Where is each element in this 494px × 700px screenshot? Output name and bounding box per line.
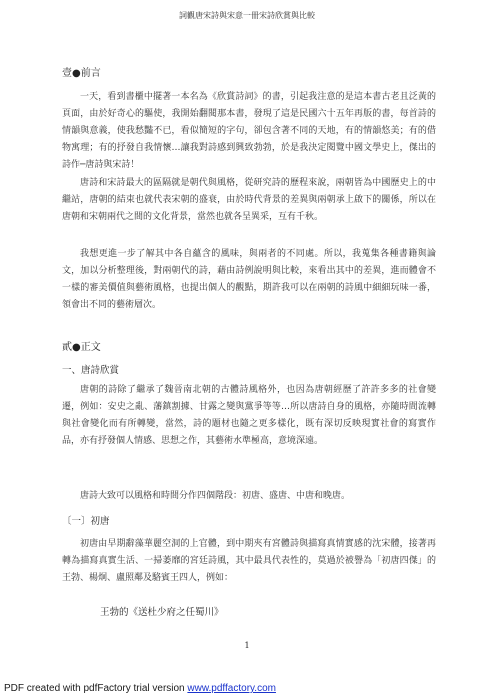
subsection-title-early-tang: 〔一〕初唐 xyxy=(62,516,110,527)
paragraph-preface-2: 唐詩和宋詩最大的區隔就是朝代與風格，從研究詩的歷程來說，兩朝皆為中國歷史上的中繼站，唐朝的結束也就代表宋朝的盛衰，由於時代背景的差異與兩朝承上啟下的關係，所以在唐朝和宋朝兩代之間的文化背景，當然也就各呈異采，互有千秋。 xyxy=(62,178,436,222)
paragraph-tang-2: 唐詩大致可以風格和時間分作四個階段：初唐、盛唐、中唐和晚唐。 xyxy=(80,491,351,501)
pdf-footer xyxy=(4,683,276,694)
poem-reference: 王勃的《送杜少府之任蜀川》 xyxy=(100,607,224,618)
page-number: 1 xyxy=(244,641,250,650)
paragraph-preface-3: 我想更進一步了解其中各自蘊含的風味，與兩者的不同處。所以，我蒐集各種書籍與論文，加以分析整理後，對兩朝代的詩，藉由詩例說明與比較，來看出其中的差異，進而體會不一樣的審美價值與藝術風格，也提出個人的觀點，期許我可以在兩朝的詩風中細細玩味一番，領會出不同的藝術層次。 xyxy=(62,249,436,310)
footer-link[interactable]: www.pdffactory.com xyxy=(187,683,276,694)
section-title-preface: 壹●前言 xyxy=(62,68,101,79)
section-title-body: 貳●正文 xyxy=(62,342,101,353)
running-header: 詞觀唐宋詩與宋意一冊宋詩欣賞與比較 xyxy=(179,11,315,20)
paragraph-tang-1: 唐朝的詩除了繼承了魏晉南北朝的古體詩風格外，也因為唐朝經歷了許許多多的社會變遷，例如：安史之亂、藩鎮割據、甘露之變與黨爭等等…所以唐詩自身的風格，亦隨時間流轉與社會變化而有所轉變，當然，詩的題材也隨之更多樣化，既有深切反映現實社會的寫實作品，亦有抒發個人情感、思想之作，其藝術水準極高，意境深遠。 xyxy=(62,385,436,446)
subsection-title-tang: 一、唐詩欣賞 xyxy=(62,365,120,376)
paragraph-preface-1: 一天，看到書櫃中擺著一本名為《欣賞詩詞》的書，引起我注意的是這本書古老且泛黃的頁面，由於好奇心的驅使，我開始翻閱那本書，發現了這是民國六十五年再版的書，每首詩的情韻與意義，使我愁豔不已，看似簡短的字句，卻包含著不同的天地，有的情韻悠美；有的借物寓理；有的抒發自我情懷…讓我對詩感到興致勃勃，於是我決定閱覽中國文學史上，傑出的詩作─唐詩與宋詩！ xyxy=(62,92,436,170)
footer-text: PDF created with pdfFactory trial version xyxy=(4,683,188,694)
paragraph-early-tang: 初唐由早期辭藻華麗空洞的上官體，到中期夾有宮體詩與描寫真情實感的沈宋體，接著再轉為描寫真實生活、一掃萎靡的宮廷詩風，其中最具代表性的，莫過於被譽為「初唐四傑」的王勃、楊炯、盧照鄰及駱賓王四人，例如： xyxy=(62,539,436,583)
